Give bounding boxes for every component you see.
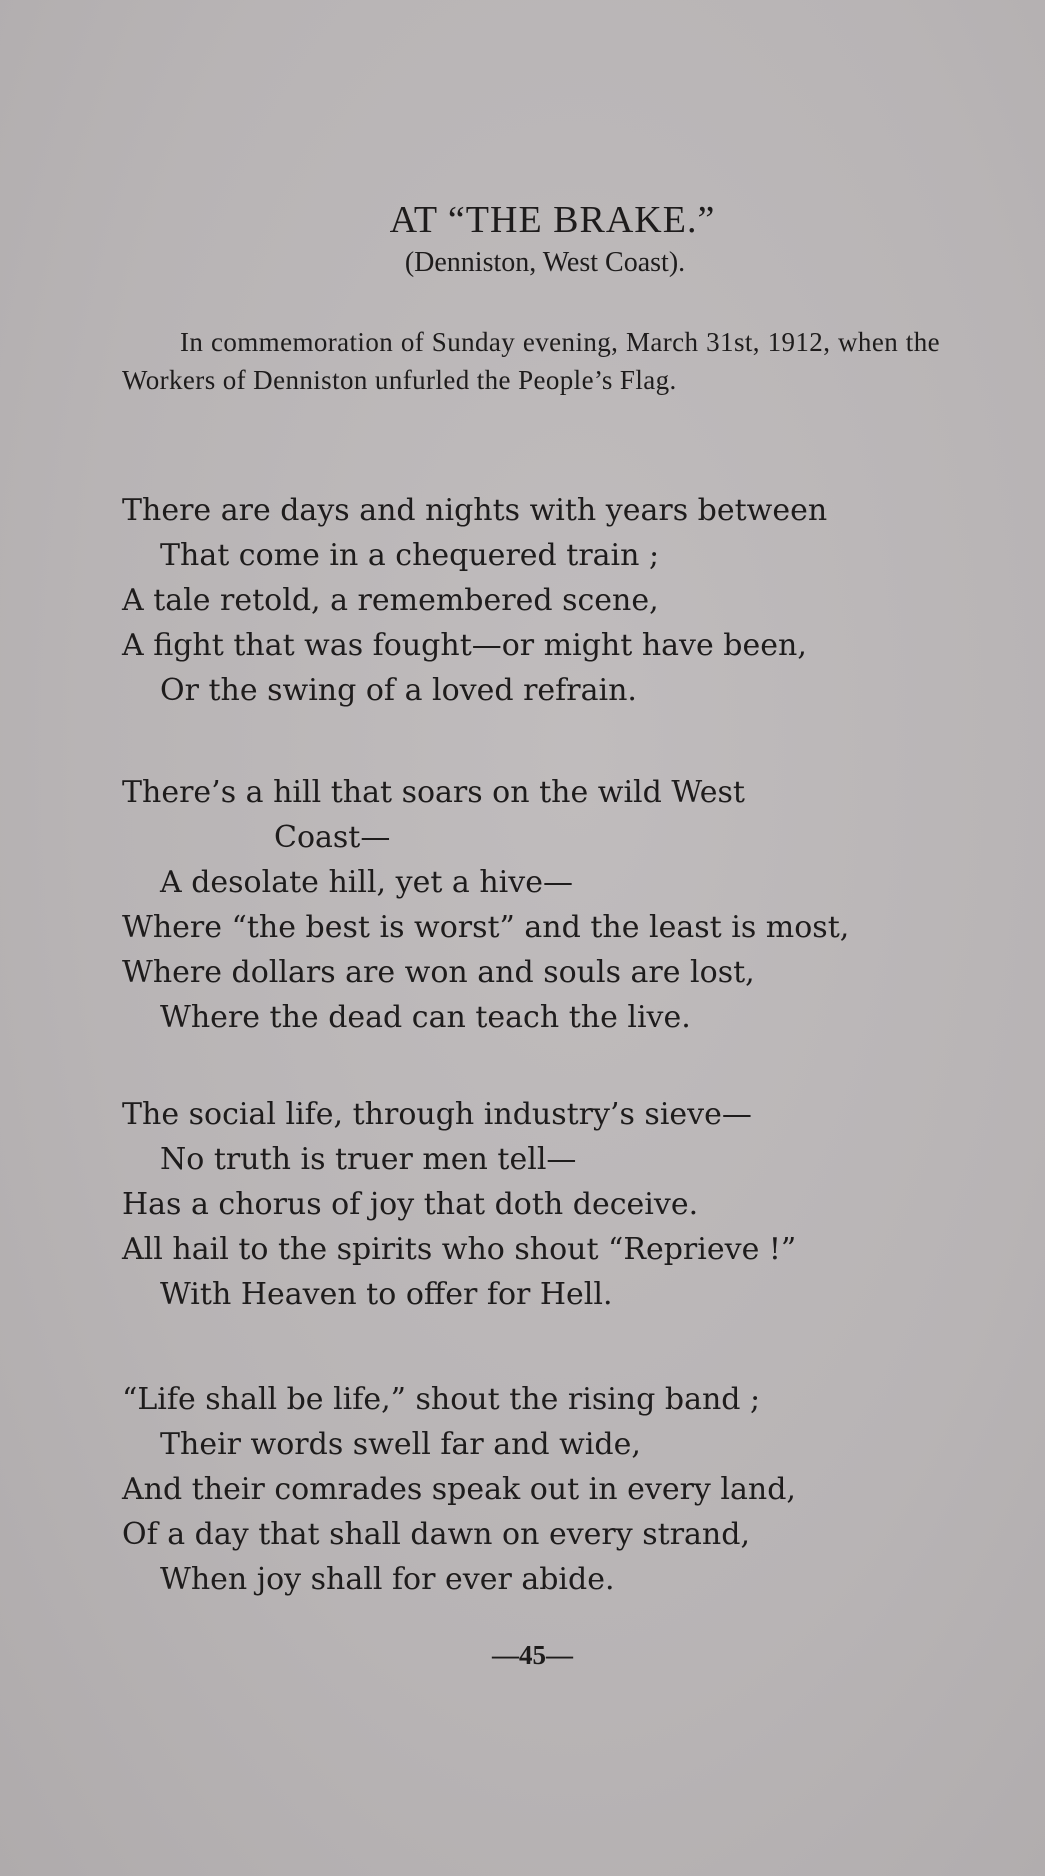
poem-line: A tale retold, a remembered scene,: [122, 583, 659, 618]
poem-line: No truth is truer men tell—: [160, 1142, 577, 1177]
poem-line: A desolate hill, yet a hive—: [160, 865, 573, 900]
poem-line: There are days and nights with years between: [122, 493, 828, 528]
poem-line: All hail to the spirits who shout “Reprieve !”: [122, 1232, 797, 1267]
stanza-2: [122, 770, 952, 1040]
poem-line: “Life shall be life,” shout the rising band ;: [122, 1382, 761, 1417]
poem-line: Where the dead can teach the live.: [160, 1000, 691, 1035]
poem-line: A fight that was fought—or might have been,: [122, 628, 807, 663]
poem-line: Where dollars are won and souls are lost,: [122, 955, 755, 990]
poem-subtitle: (Denniston, West Coast).: [404, 247, 686, 278]
poem-line: That come in a chequered train ;: [160, 538, 660, 573]
poem-line: Their words swell far and wide,: [160, 1427, 641, 1462]
poem-title: AT “THE BRAKE.”: [389, 199, 716, 241]
poem-line: When joy shall for ever abide.: [160, 1562, 615, 1597]
poem-line: With Heaven to offer for Hell.: [160, 1277, 613, 1312]
poem-line: Coast—: [274, 820, 391, 855]
stanza-4: [122, 1377, 952, 1602]
poem-line: Of a day that shall dawn on every strand,: [122, 1517, 750, 1552]
stanza-1: [122, 488, 952, 713]
poem-line: And their comrades speak out in every land,: [122, 1472, 796, 1507]
poem-line: Where “the best is worst” and the least is most,: [122, 910, 850, 945]
poem-line: The social life, through industry’s sieve—: [122, 1097, 752, 1132]
poem-line: There’s a hill that soars on the wild West: [122, 775, 745, 810]
stanza-3: [122, 1092, 952, 1317]
poem-line: Or the swing of a loved refrain.: [160, 673, 637, 708]
poem-line: Has a chorus of joy that doth deceive.: [122, 1187, 699, 1222]
dedication-paragraph: In commemoration of Sunday evening, March 31st, 1912, when the Workers of Denniston unfurled the People’s Flag.: [122, 327, 940, 395]
page-number: —45—: [492, 1640, 573, 1670]
